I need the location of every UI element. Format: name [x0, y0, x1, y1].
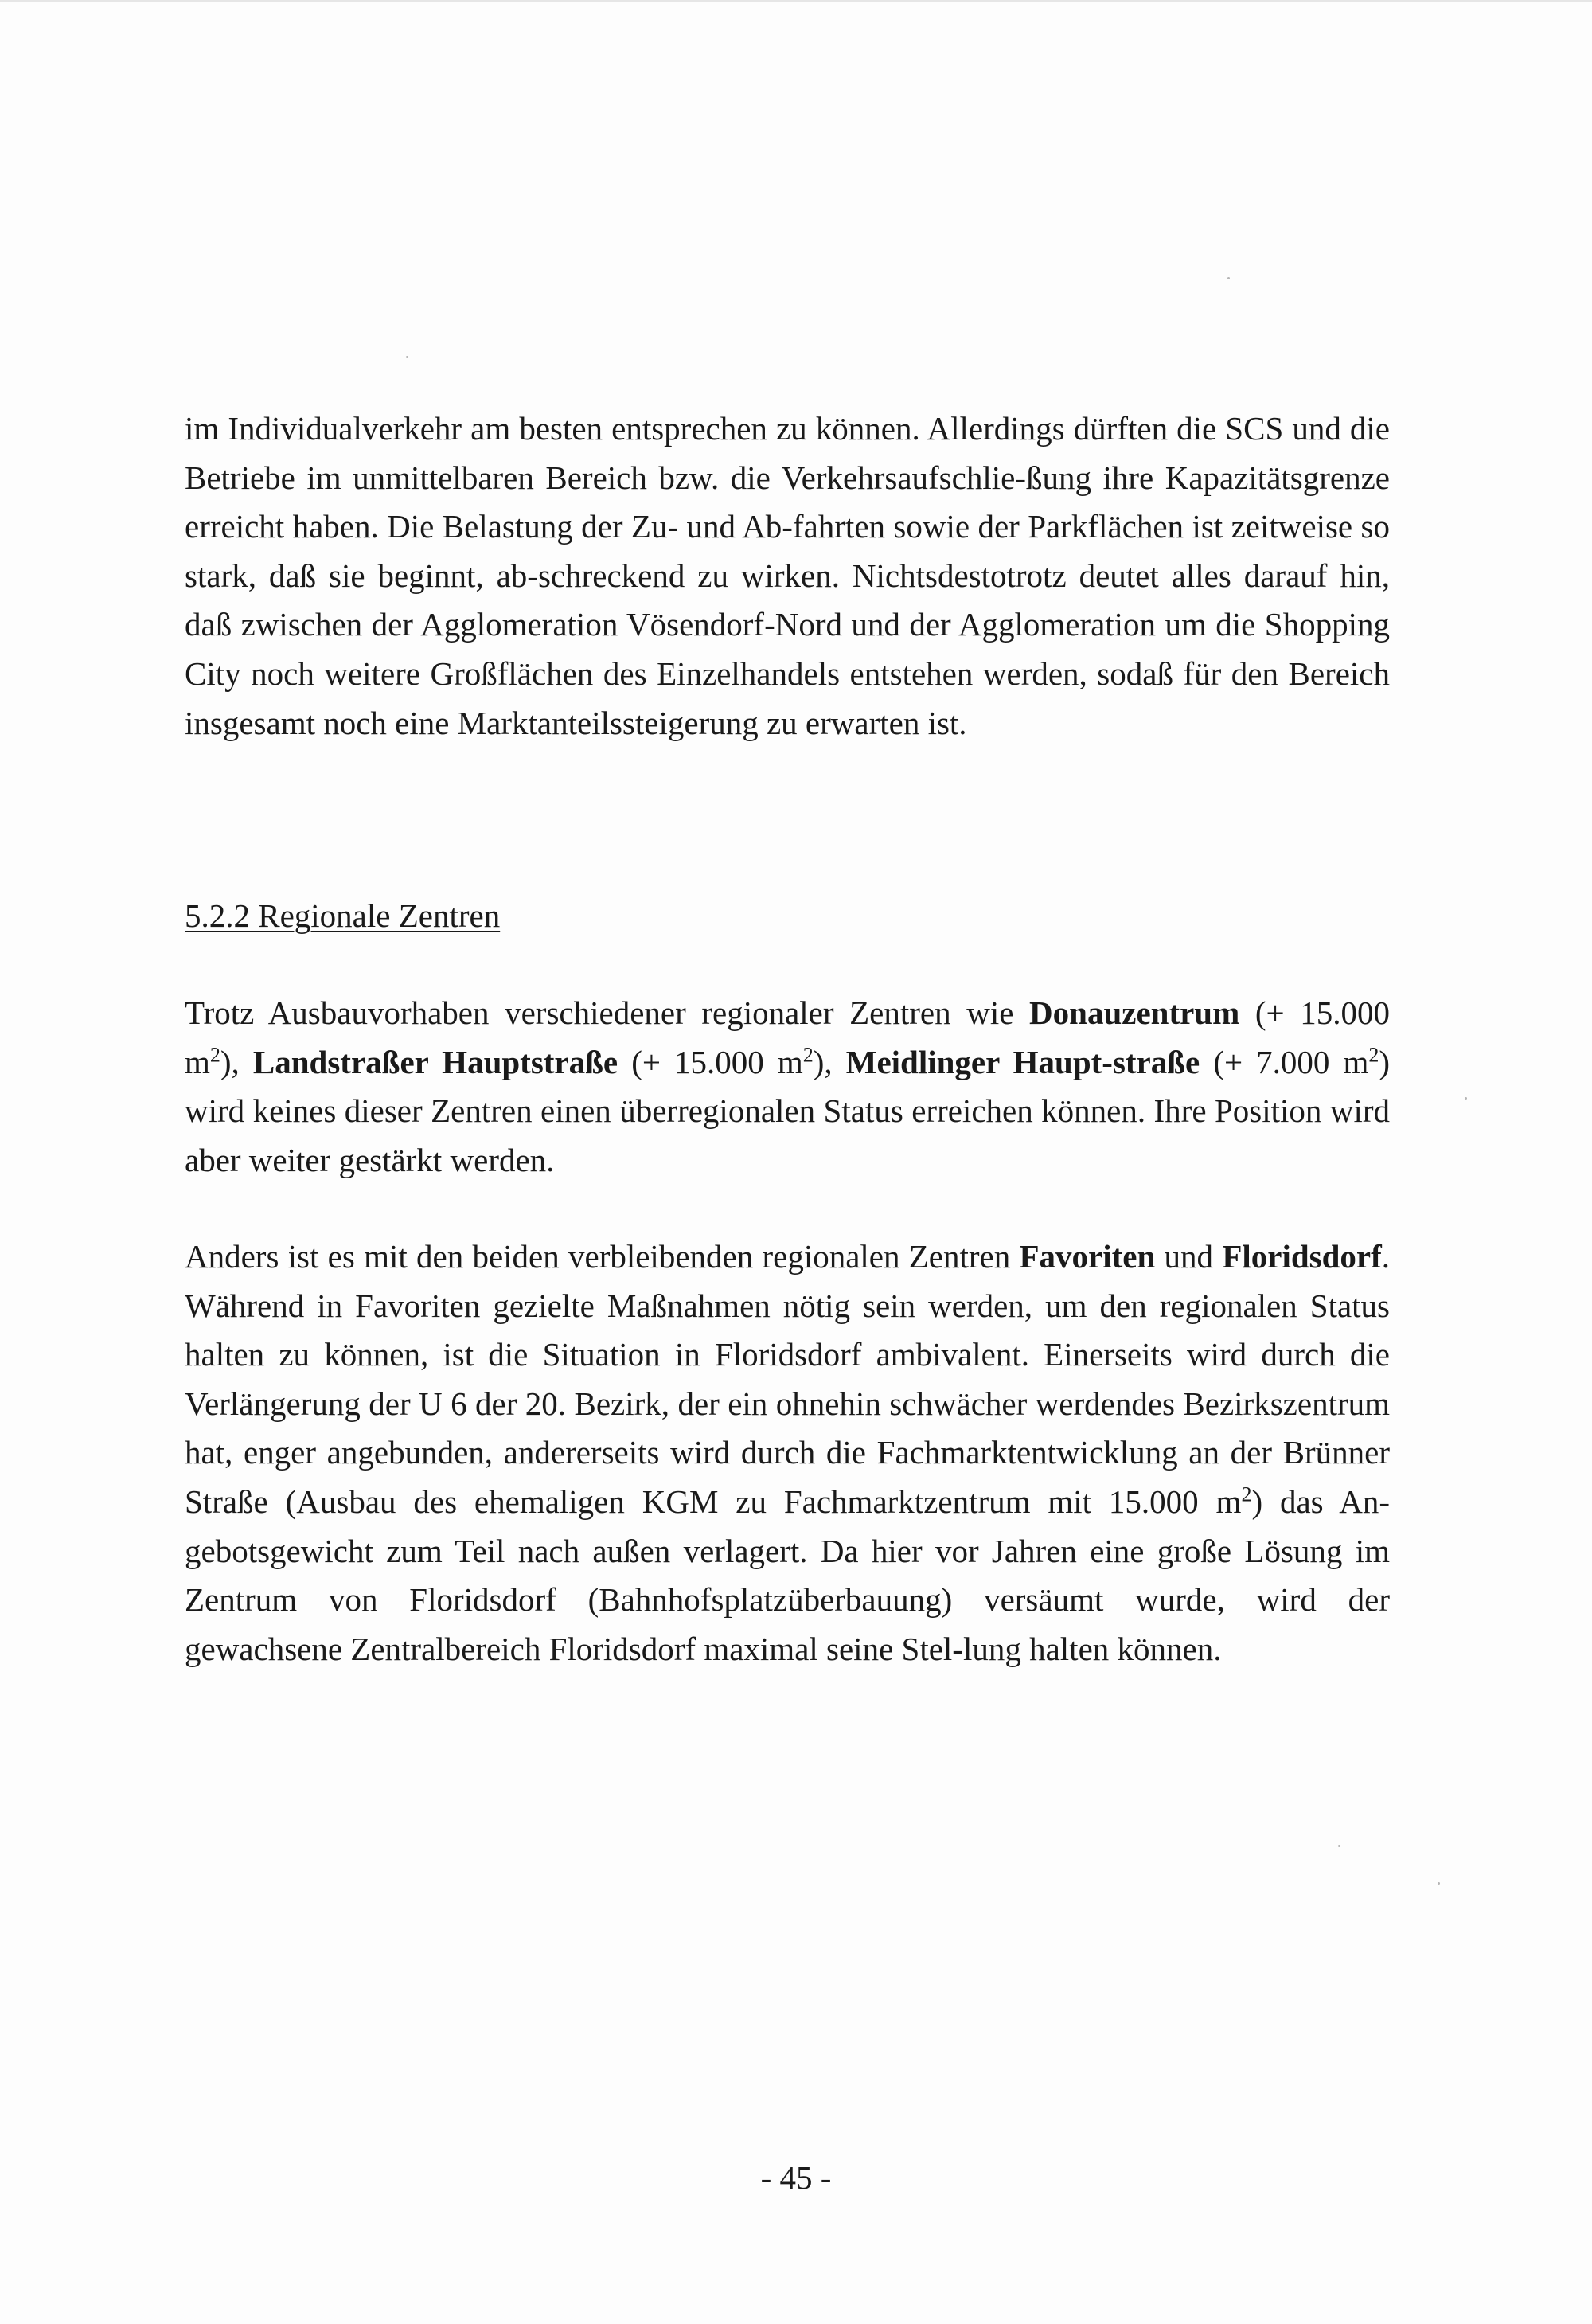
place-floridsdorf: Floridsdorf	[1222, 1238, 1382, 1275]
scan-speck	[1465, 1097, 1467, 1100]
p2-text-7: ) wird keines dieser Zentren einen überregionalen Status erreichen können. Ihre Position wird aber weiter gestärkt werden.	[185, 1043, 1391, 1178]
place-meidlinger-hauptstrasse: Meidlinger Haupt-straße	[845, 1043, 1200, 1080]
p3-text-4: ) das An-gebotsgewicht zum Teil nach außen verlagert. Da hier vor Jahren eine große Lösung im Zentrum von Floridsdorf (Bahnhofsplatzüberbauung) versäumt wurde, wird der gewachsene Zentralbereich Floridsdorf maximal seine Stel-lung halten können.	[185, 1482, 1390, 1667]
place-donauzentrum: Donauzentrum	[1029, 994, 1240, 1031]
section-heading: 5.2.2 Regionale Zentren	[185, 897, 501, 934]
p3-text-3: . Während in Favoriten gezielte Maßnahmen nötig sein werden, um den regionalen Status halten zu können, ist die Situation in Floridsdorf ambivalent. Einerseits wird durch die Verlängerung der U 6 der 20. Bezirk, der ein ohnehin schwächer werdendes Bezirkszentrum hat, enger angebunden, andererseits wird durch die Fachmarktentwicklung an der Brünner Straße (Ausbau des ehemaligen KGM zu Fachmarktzentrum mit 15.000 m	[185, 1238, 1390, 1520]
paragraph-2	[185, 989, 1390, 1185]
p2-superscript-1: 2	[209, 1042, 220, 1066]
paragraph-1: im Individualverkehr am besten entsprechen zu können. Allerdings dürften die SCS und die Betriebe im unmittelbaren Bereich bzw. die Verkehrsaufschlie-ßung ihre Kapazitätsgrenze erreicht haben. Die Belastung der Zu- und Ab-fahrten sowie der Parkflächen ist zeitweise so stark, daß sie beginnt, ab-schreckend zu wirken. Nichtsdestotrotz deutet alles darauf hin, daß zwischen der Agglomeration Vösendorf-Nord und der Agglomeration um die Shopping City noch weitere Großflächen des Einzelhandels entstehen werden, sodaß für den Bereich insgesamt noch eine Marktanteilssteigerung zu erwarten ist.	[185, 410, 1390, 741]
scan-speck	[1338, 1845, 1340, 1847]
page-number: - 45 -	[760, 2159, 832, 2196]
place-landstrasser-hauptstrasse: Landstraßer Hauptstraße	[252, 1043, 618, 1080]
paragraph-3	[185, 1232, 1390, 1674]
p2-text-6: (+ 7.000 m	[1200, 1043, 1369, 1080]
p2-text-1: Trotz Ausbauvorhaben verschiedener regionaler Zentren wie	[185, 994, 1030, 1031]
scan-speck	[1227, 277, 1230, 279]
p2-text-3: ),	[220, 1043, 253, 1080]
p2-text-5: ),	[813, 1043, 846, 1080]
p2-text-4: (+ 15.000 m	[618, 1043, 803, 1080]
p2-text-2: (+ 15.000 m	[185, 994, 1391, 1080]
p3-text-2: und	[1155, 1238, 1223, 1275]
place-favoriten: Favoriten	[1019, 1238, 1156, 1275]
scan-edge	[0, 0, 1592, 2]
p2-superscript-2: 2	[802, 1042, 814, 1066]
p2-superscript-3: 2	[1368, 1042, 1379, 1066]
p3-superscript-1: 2	[1241, 1482, 1252, 1506]
p3-text-1: Anders ist es mit den beiden verbleibenden regionalen Zentren	[185, 1238, 1020, 1275]
scan-speck	[406, 356, 408, 358]
scan-speck	[1438, 1882, 1440, 1885]
